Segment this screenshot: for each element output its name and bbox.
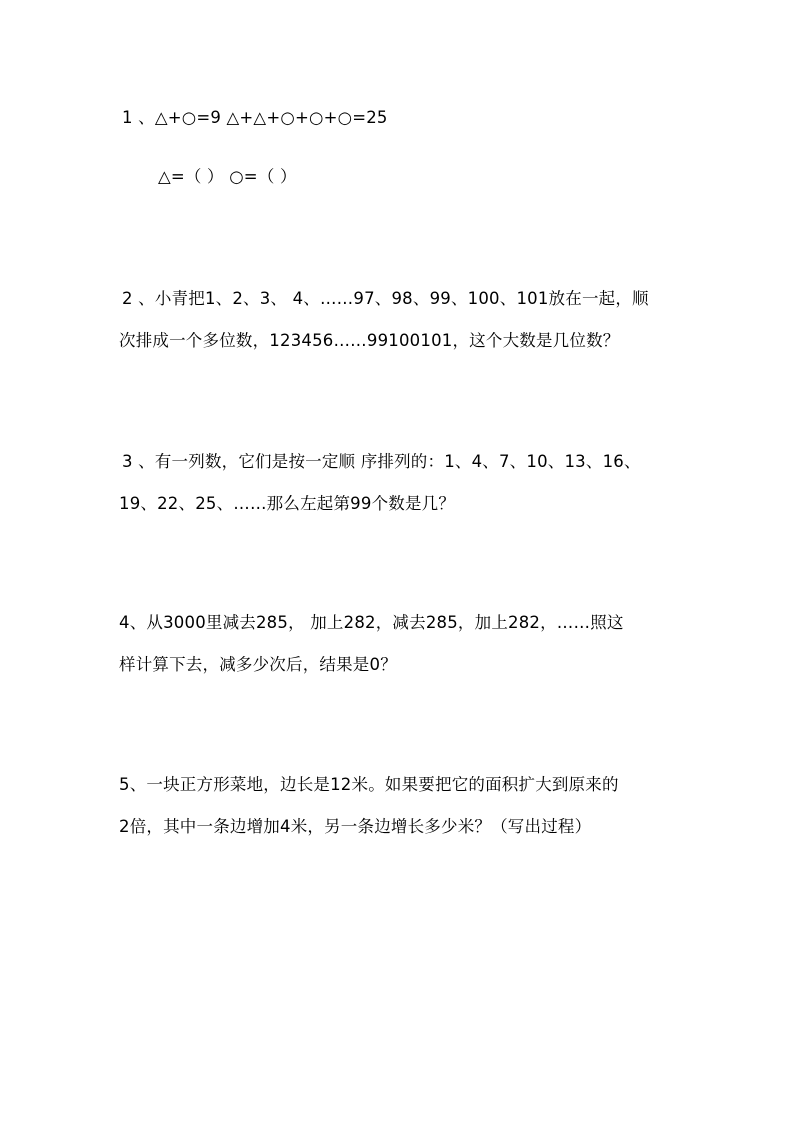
question-2-text-line-1: 2 、小青把1、2、3、 4、……97、98、99、100、101放在一起，顺 bbox=[122, 289, 649, 308]
question-4-text-line-2: 样计算下去，减多少次后，结果是0？ bbox=[119, 655, 397, 674]
question-3-text-line-2: 19、22、25、……那么左起第99个数是几？ bbox=[119, 494, 456, 513]
question-1-answer-blanks: △=（ ） ○=（ ） bbox=[158, 167, 297, 186]
question-5-text-line-1: 5、一块正方形菜地，边长是12米。如果要把它的面积扩大到原来的 bbox=[119, 775, 619, 794]
question-2-text-line-2: 次排成一个多位数，123456……99100101，这个大数是几位数？ bbox=[119, 331, 620, 350]
question-4-text-line-1: 4、从3000里减去285， 加上282，减去285，加上282，……照这 bbox=[119, 613, 624, 632]
question-1-equations: 1 、△+○=9 △+△+○+○+○=25 bbox=[122, 108, 388, 127]
question-3-text-line-1: 3 、有一列数，它们是按一定顺 序排列的：1、4、7、10、13、16、 bbox=[122, 452, 641, 471]
question-5-text-line-2: 2倍，其中一条边增加4米，另一条边增长多少米？（写出过程） bbox=[119, 817, 592, 836]
